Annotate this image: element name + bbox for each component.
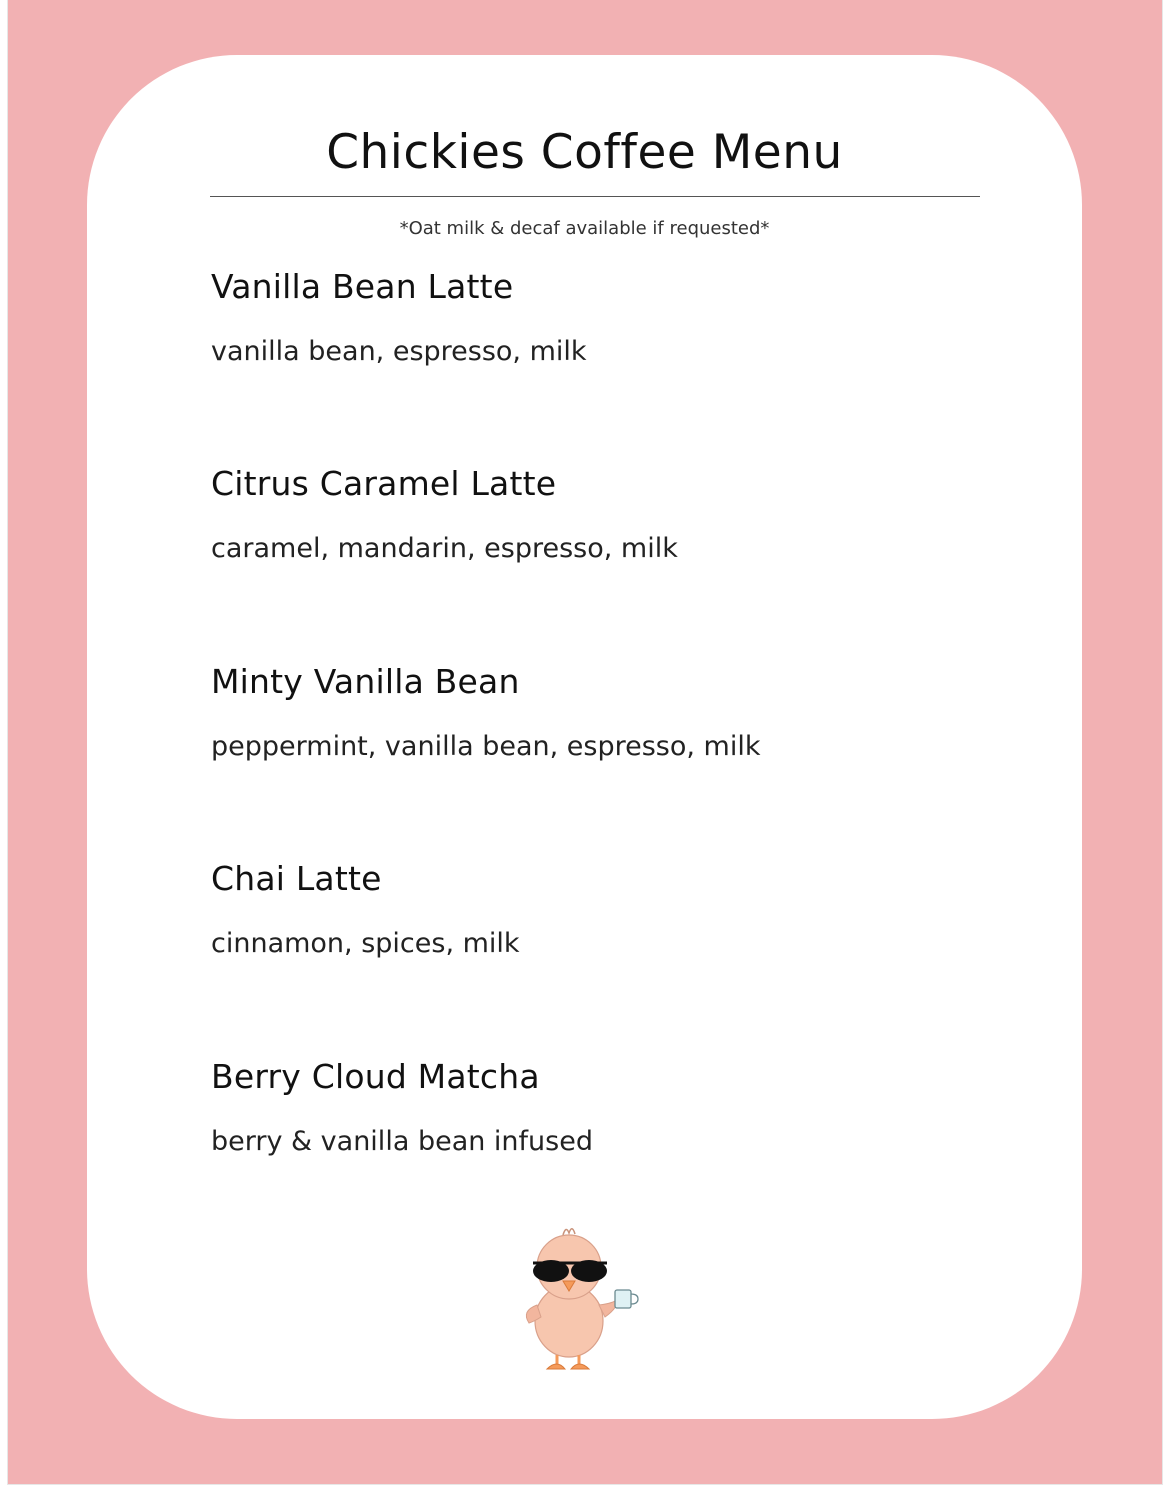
chick-with-sunglasses-and-coffee-mug-icon [519, 1223, 649, 1373]
menu-item [211, 859, 520, 961]
menu-item [211, 1057, 593, 1159]
menu-item-description: peppermint, vanilla bean, espresso, milk [211, 731, 761, 762]
menu-page [8, 0, 1162, 1484]
title-divider [210, 196, 980, 197]
menu-item [211, 464, 678, 566]
menu-item-name: Minty Vanilla Bean [211, 662, 520, 701]
menu-item-description: caramel, mandarin, espresso, milk [211, 533, 678, 564]
menu-item-name: Chai Latte [211, 859, 382, 898]
menu-item-description: cinnamon, spices, milk [211, 928, 520, 959]
availability-note: *Oat milk & decaf available if requested* [399, 218, 770, 239]
menu-item-description: berry & vanilla bean infused [211, 1126, 593, 1157]
menu-item-description: vanilla bean, espresso, milk [211, 336, 587, 367]
menu-card [87, 55, 1082, 1419]
menu-item-name: Vanilla Bean Latte [211, 267, 514, 306]
menu-item [211, 662, 760, 764]
menu-item [211, 267, 587, 369]
menu-title: Chickies Coffee Menu [326, 125, 843, 180]
menu-item-name: Berry Cloud Matcha [211, 1057, 540, 1096]
menu-item-name: Citrus Caramel Latte [211, 464, 557, 503]
